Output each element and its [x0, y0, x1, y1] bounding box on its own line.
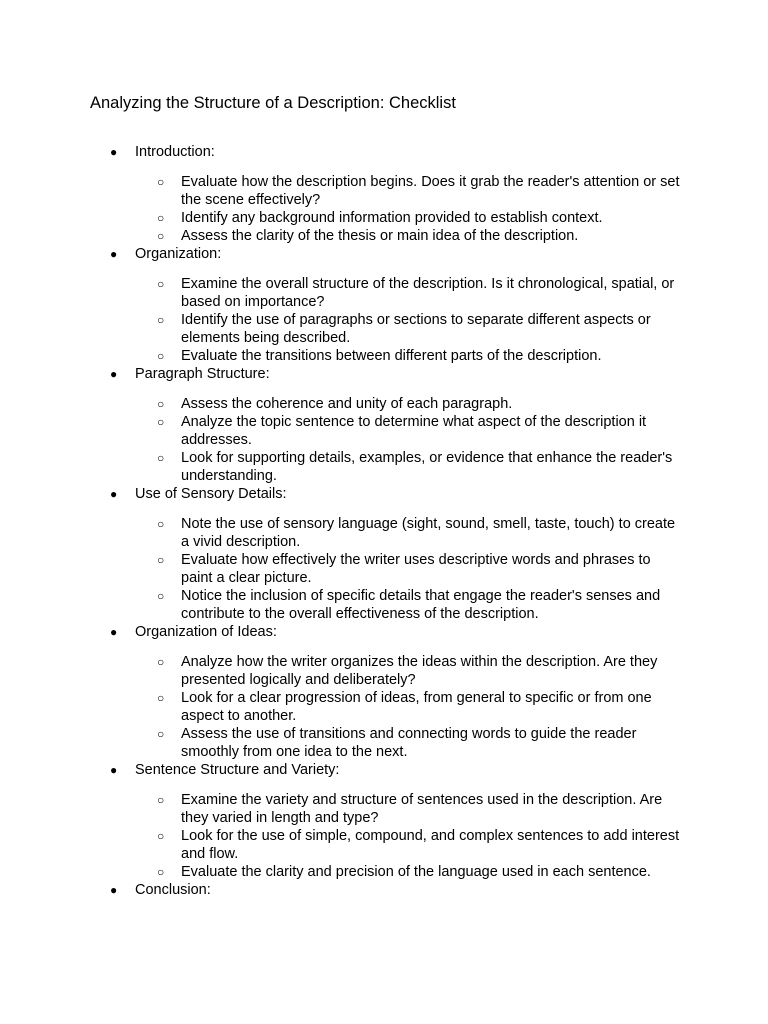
section-heading [0, 245, 768, 263]
bullet-dot-icon: ● [110, 145, 118, 159]
section-items [0, 275, 768, 365]
hollow-bullet-icon: ○ [157, 589, 165, 603]
section-items [0, 395, 768, 485]
section-items [0, 653, 768, 761]
hollow-bullet-icon: ○ [157, 397, 165, 411]
checklist-item [0, 863, 681, 881]
hollow-bullet-icon: ○ [157, 229, 165, 243]
checklist-item [0, 275, 681, 311]
section-label: Use of Sensory Details: [135, 486, 287, 502]
section-label: Organization of Ideas: [135, 624, 277, 640]
checklist-item [0, 413, 681, 449]
checklist-item [0, 395, 681, 413]
hollow-bullet-icon: ○ [157, 451, 165, 465]
section-heading [0, 365, 768, 383]
hollow-bullet-icon: ○ [157, 211, 165, 225]
checklist-item [0, 173, 681, 209]
checklist-section [0, 365, 768, 485]
section-items [0, 791, 768, 881]
checklist-item [0, 209, 681, 227]
hollow-bullet-icon: ○ [157, 691, 165, 705]
checklist-item-text: Note the use of sensory language (sight, sound, smell, taste, touch) to create a vivid description. [181, 516, 676, 550]
hollow-bullet-icon: ○ [157, 349, 165, 363]
bullet-dot-icon: ● [110, 367, 118, 381]
checklist-item-text: Look for supporting details, examples, or evidence that enhance the reader's understanding. [181, 450, 673, 484]
checklist-item-text: Look for the use of simple, compound, and complex sentences to add interest and flow. [181, 828, 680, 862]
checklist-section [0, 623, 768, 761]
checklist-item-text: Analyze how the writer organizes the ideas within the description. Are they presented logically and deliberately? [181, 654, 658, 688]
hollow-bullet-icon: ○ [157, 793, 165, 807]
hollow-bullet-icon: ○ [157, 313, 165, 327]
hollow-bullet-icon: ○ [157, 517, 165, 531]
checklist-item-text: Examine the variety and structure of sentences used in the description. Are they varied in length and type? [181, 792, 663, 826]
checklist-item-text: Notice the inclusion of specific details that engage the reader's senses and contribute to the overall effectiveness of the description. [181, 588, 661, 622]
checklist-item-text: Assess the coherence and unity of each paragraph. [181, 396, 513, 412]
checklist-section [0, 143, 768, 245]
checklist-item-text: Examine the overall structure of the description. Is it chronological, spatial, or based on importance? [181, 276, 675, 310]
section-label: Sentence Structure and Variety: [135, 762, 340, 778]
checklist-sections [0, 143, 768, 899]
checklist-item [0, 227, 681, 245]
hollow-bullet-icon: ○ [157, 415, 165, 429]
section-items [0, 515, 768, 623]
checklist-item-text: Assess the use of transitions and connecting words to guide the reader smoothly from one idea to the next. [181, 726, 637, 760]
checklist-item [0, 653, 681, 689]
checklist-item-text: Analyze the topic sentence to determine what aspect of the description it addresses. [181, 414, 647, 448]
checklist-item-text: Identify any background information provided to establish context. [181, 210, 603, 226]
checklist-item-text: Look for a clear progression of ideas, from general to specific or from one aspect to another. [181, 690, 652, 724]
checklist-item [0, 587, 681, 623]
section-heading [0, 623, 768, 641]
checklist-item [0, 515, 681, 551]
checklist-item-text: Evaluate the clarity and precision of the language used in each sentence. [181, 864, 651, 880]
checklist-section [0, 761, 768, 881]
checklist-item [0, 311, 681, 347]
checklist-item-text: Evaluate the transitions between different parts of the description. [181, 348, 602, 364]
checklist-item-text: Identify the use of paragraphs or sections to separate different aspects or elements being described. [181, 312, 651, 346]
checklist-section [0, 881, 768, 899]
bullet-dot-icon: ● [110, 625, 118, 639]
checklist-item [0, 725, 681, 761]
section-label: Paragraph Structure: [135, 366, 270, 382]
checklist-item [0, 551, 681, 587]
checklist-item-text: Evaluate how effectively the writer uses descriptive words and phrases to paint a clear picture. [181, 552, 651, 586]
checklist-item [0, 347, 681, 365]
hollow-bullet-icon: ○ [157, 727, 165, 741]
hollow-bullet-icon: ○ [157, 277, 165, 291]
section-heading [0, 143, 768, 161]
hollow-bullet-icon: ○ [157, 175, 165, 189]
section-heading [0, 881, 768, 899]
section-items [0, 173, 768, 245]
bullet-dot-icon: ● [110, 763, 118, 777]
checklist-item-text: Assess the clarity of the thesis or main idea of the description. [181, 228, 579, 244]
hollow-bullet-icon: ○ [157, 829, 165, 843]
section-label: Organization: [135, 246, 222, 262]
section-label: Introduction: [135, 144, 215, 160]
bullet-dot-icon: ● [110, 883, 118, 897]
section-heading [0, 761, 768, 779]
document-title: Analyzing the Structure of a Description: Checklist [90, 94, 456, 112]
hollow-bullet-icon: ○ [157, 655, 165, 669]
checklist-item [0, 449, 681, 485]
hollow-bullet-icon: ○ [157, 553, 165, 567]
checklist-item-text: Evaluate how the description begins. Does it grab the reader's attention or set the scene effectively? [181, 174, 680, 208]
hollow-bullet-icon: ○ [157, 865, 165, 879]
bullet-dot-icon: ● [110, 487, 118, 501]
checklist-item [0, 689, 681, 725]
checklist-section [0, 485, 768, 623]
section-heading [0, 485, 768, 503]
bullet-dot-icon: ● [110, 247, 118, 261]
checklist-item [0, 791, 681, 827]
checklist-item [0, 827, 681, 863]
section-label: Conclusion: [135, 882, 211, 898]
checklist-section [0, 245, 768, 365]
